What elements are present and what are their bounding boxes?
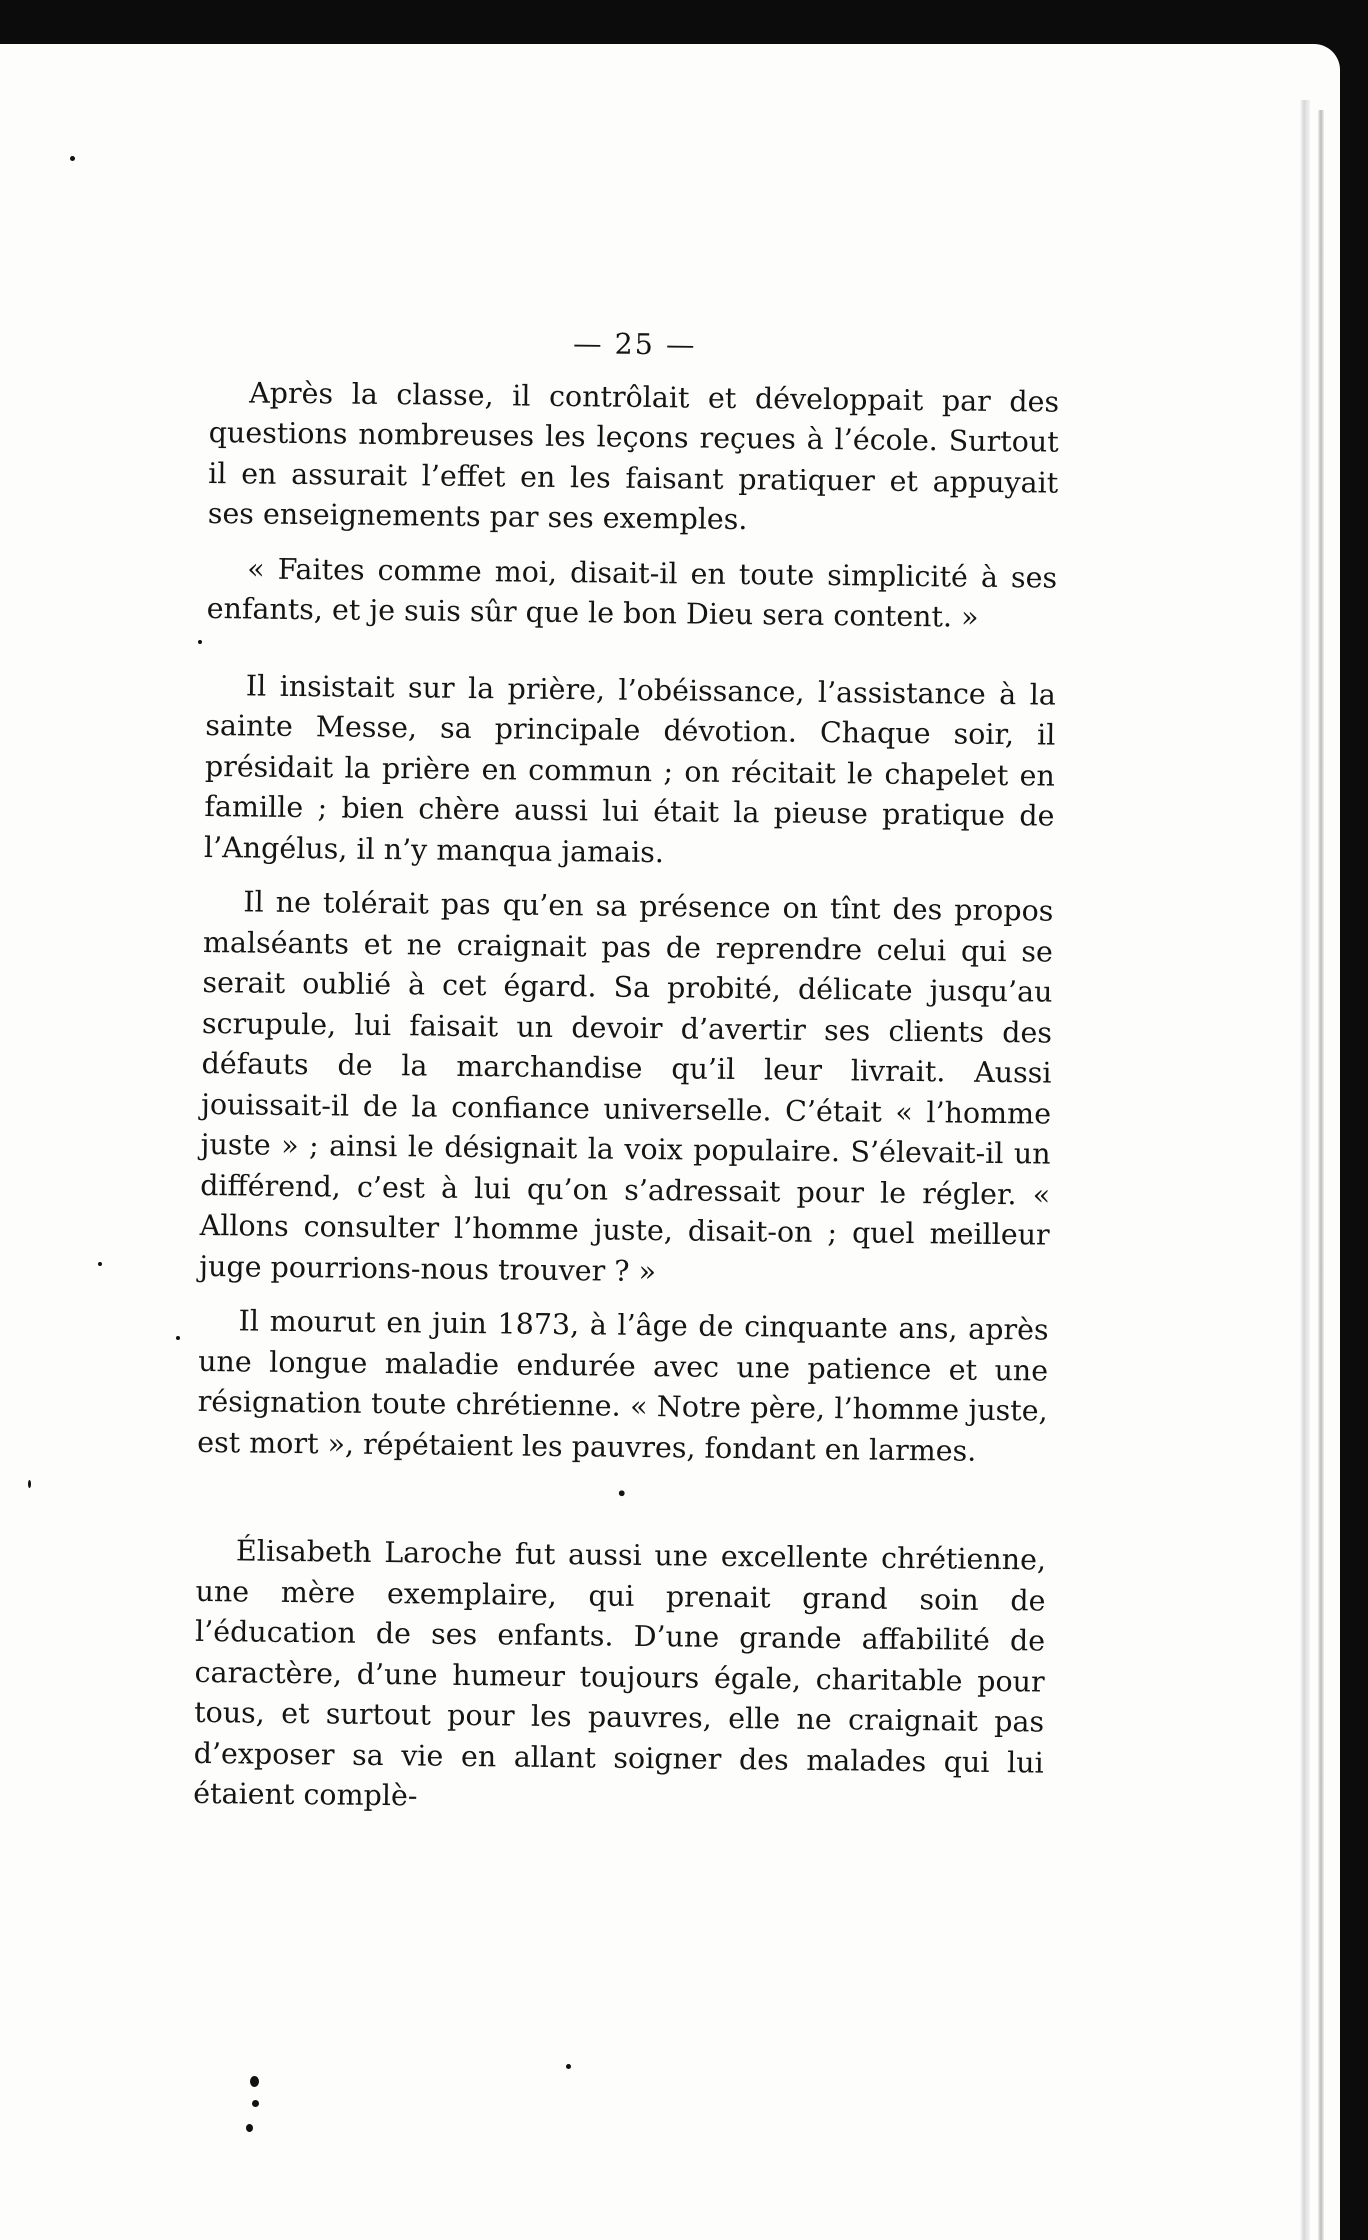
page-fore-edge bbox=[1300, 100, 1310, 2240]
paragraph-6: Élisabeth Laroche fut aussi une excellente chrétienne, une mère exemplaire, qui prenait grand soin de l’éducation de ses enfants. D’une grande affabilité de caractère, d’une humeur toujours égale, charitable pour tous, et surtout pour les pauvres, elle ne craignait pas d’exposer sa vie en allant soigner des malades qui lui étaient complè- bbox=[193, 1534, 1047, 1813]
speck bbox=[250, 2076, 259, 2087]
paragraph-5: Il mourut en juin 1873, à l’âge de cinquante ans, après une longue maladie endurée avec une patience et une résignation toute chrétienne. « Notre père, l’homme juste, est mort », répétaient les pauvres, fondant en larmes. bbox=[197, 1304, 1049, 1468]
speck bbox=[198, 640, 202, 644]
speck bbox=[70, 156, 75, 161]
speck bbox=[98, 1262, 102, 1266]
speck bbox=[176, 1336, 180, 1340]
speck bbox=[566, 2064, 571, 2069]
paragraph-3: Il insistait sur la prière, l’obéissance, l’assistance à la sainte Messe, sa principale dévotion. Chaque soir, il présidait la prière en commun ; on récitait le chapelet en famille ; bien chère aussi lui était la pieuse pratique de l’Angélus, il n’y manqua jamais. bbox=[203, 668, 1056, 869]
page-fore-edge-inner bbox=[1318, 110, 1324, 2240]
page-number: — 25 — bbox=[572, 327, 697, 362]
paragraph-1: Après la classe, il contrôlait et développait par des questions nombreuses les leçons reçues à l’école. Surtout il en assurait l’effet en les faisant pratiquer et appuyait ses enseignements par ses exemples. bbox=[207, 375, 1060, 537]
paragraph-2: « Faites comme moi, disait-il en toute simplicité à ses enfants, et je suis sûr que le bon Dieu sera content. » bbox=[206, 551, 1058, 634]
section-separator: • bbox=[615, 1481, 628, 1506]
speck bbox=[252, 2100, 259, 2107]
speck bbox=[28, 1480, 31, 1488]
speck bbox=[246, 2124, 253, 2132]
paragraph-4: Il ne tolérait pas qu’en sa présence on tînt des propos malséants et ne craignait pas de reprendre celui qui se serait oublié à cet égard. Sa probité, délicate jusqu’au scrupule, lui faisait un devoir d’avertir ses clients des défauts de la marchandise qu’il leur livrait. Aussi jouissait-il de la confiance universelle. C’était « l’homme juste » ; ainsi le désignait la voix populaire. S’élevait-il un différend, c’est à lui qu’on s’adressait pour le régler. « Allons consulter l’homme juste, disait-on ; quel meilleur juge pourrions-nous trouver ? » bbox=[199, 885, 1054, 1288]
text-block bbox=[193, 320, 1060, 1838]
